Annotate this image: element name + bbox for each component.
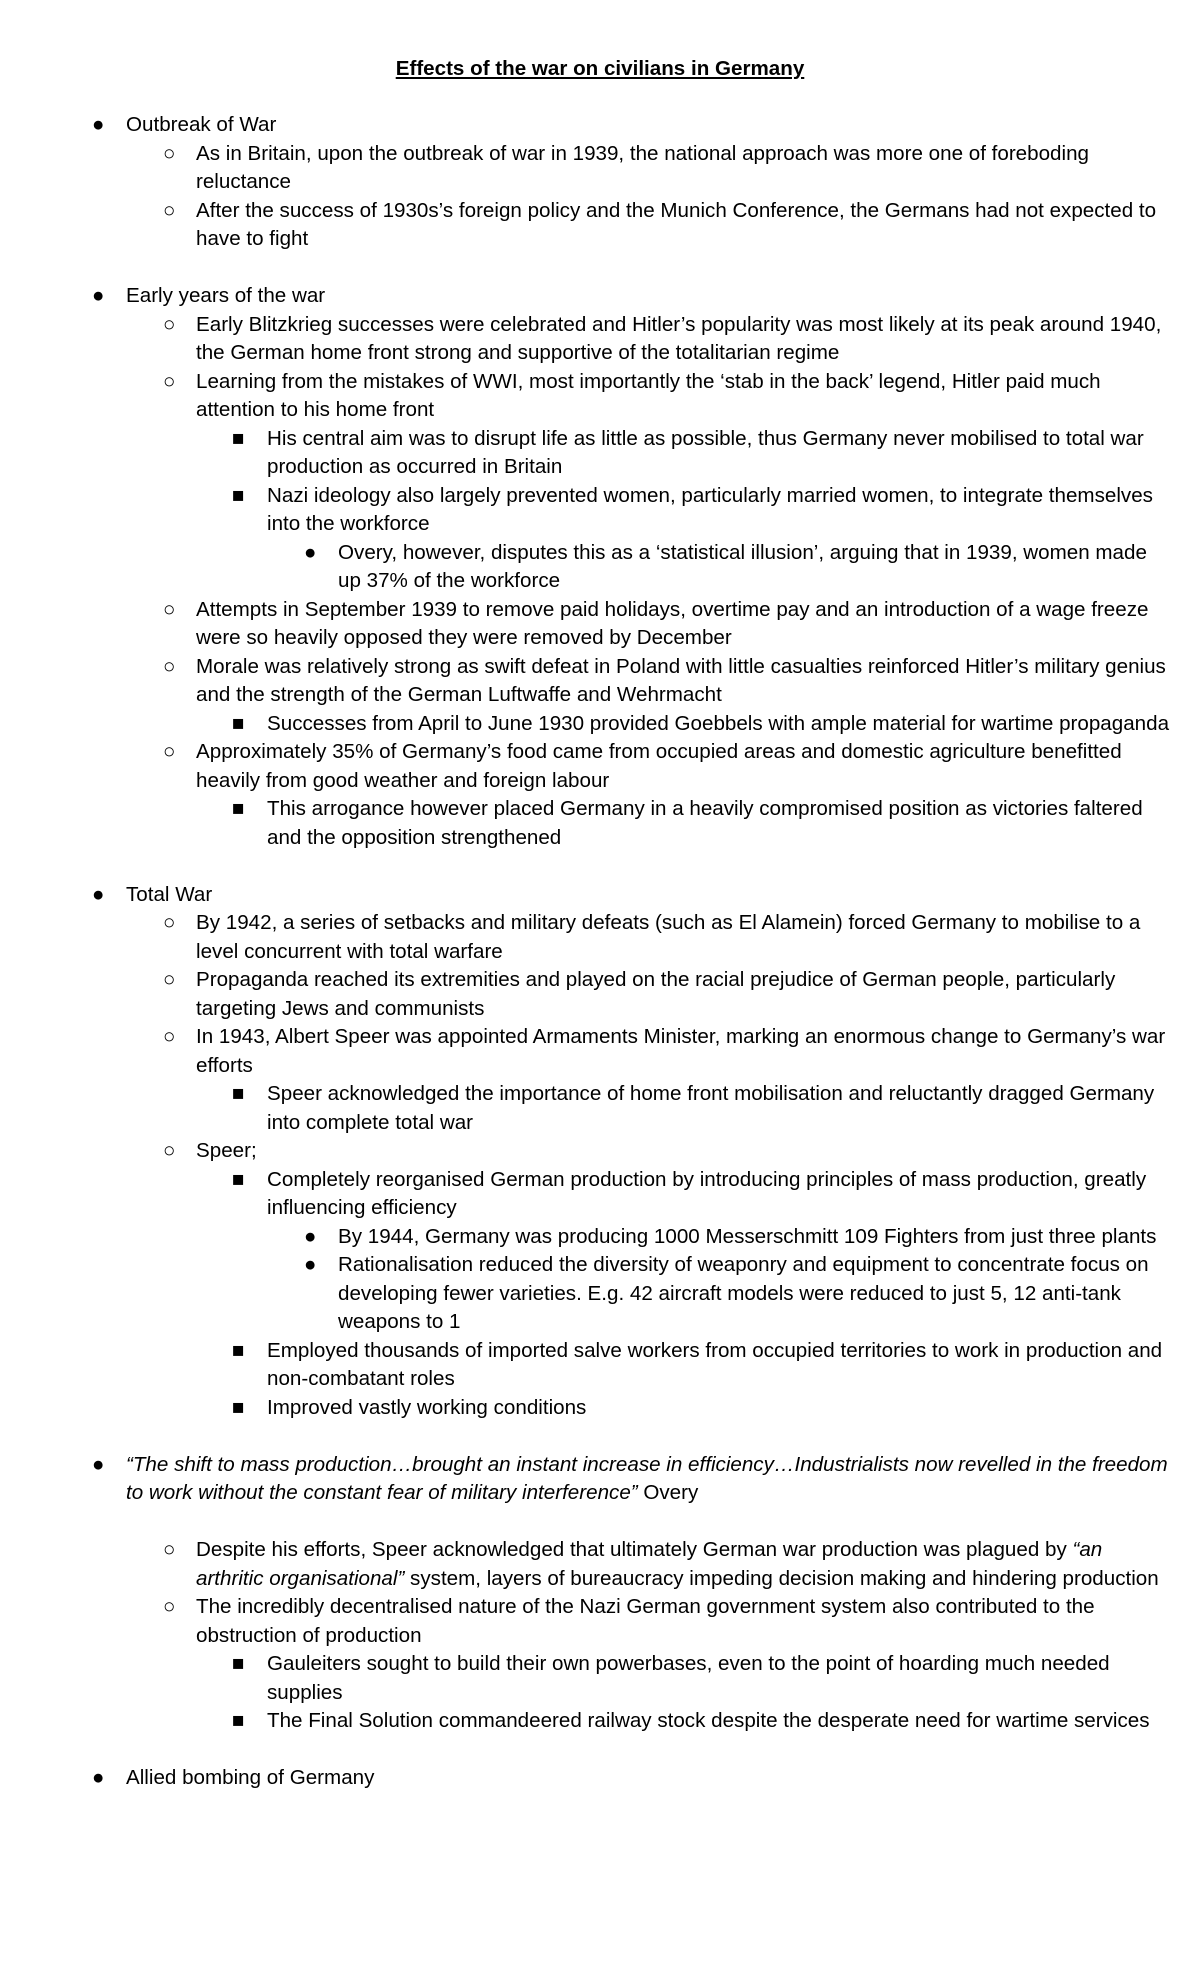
list-item: ○ Propaganda reached its extremities and played on the racial prejudice of German people, particularly targeting Jews and communists (163, 968, 1116, 1020)
list-item: ○ Morale was relatively strong as swift defeat in Poland with little casualties reinforced Hitler’s military genius and the strength of the German Luftwaffe and Wehrmacht (163, 654, 1166, 706)
bullet-circle-icon: ○ (163, 1139, 176, 1162)
section-outbreak (0, 111, 1200, 140)
list-item: ■ Nazi ideology also largely prevented women, particularly married women, to integrate themselves into the workforce (232, 483, 1153, 535)
bullet-square-icon: ■ (232, 1395, 245, 1419)
bullet-square-icon: ■ (232, 711, 245, 735)
section-heading: Early years of the war (126, 284, 326, 307)
list-item: ■ Completely reorganised German production by introducing principles of mass production, greatly influencing efficiency (232, 1167, 1147, 1219)
bullet-dot-icon: ● (304, 1253, 317, 1276)
bullet-square-icon: ■ (232, 1652, 245, 1675)
bullet-circle-icon: ○ (163, 1538, 176, 1561)
bullet-square-icon: ■ (232, 1338, 245, 1362)
section-heading: Allied bombing of Germany (126, 1766, 375, 1789)
list-item: ■ This arrogance however placed Germany in a heavily compromised position as victories faltered and the opposition strengthened (232, 797, 1143, 849)
notes-body (0, 111, 1200, 1793)
list-item: ○ After the success of 1930s’s foreign policy and the Munich Conference, the Germans had not expected to have to fight (163, 198, 1157, 250)
list-item: ■ His central aim was to disrupt life as little as possible, thus Germany never mobilised to total war production as occurred in Britain (232, 426, 1144, 478)
list-item: ● By 1944, Germany was producing 1000 Messerschmitt 109 Fighters from just three plants (0, 1223, 1200, 1252)
bullet-circle-icon: ○ (163, 740, 176, 763)
bullet-dot-icon: ● (92, 1452, 105, 1476)
bullet-circle-icon: ○ (163, 654, 176, 678)
list-item: ■ Successes from April to June 1930 provided Goebbels with ample material for wartime propaganda (0, 710, 1200, 739)
list-item: ○ As in Britain, upon the outbreak of war in 1939, the national approach was more one of foreboding reluctance (163, 141, 1089, 193)
bullet-dot-icon: ● (304, 1224, 317, 1248)
list-item: ■ The Final Solution commandeered railway stock despite the desperate need for wartime services (0, 1707, 1200, 1736)
section-total-war (0, 881, 1200, 910)
list-item: ○ By 1942, a series of setbacks and military defeats (such as El Alamein) forced Germany to mobilise to a level concurrent with total warfare (163, 911, 1141, 963)
section-heading: Outbreak of War (126, 113, 277, 136)
list-item: ■ Speer acknowledged the importance of home front mobilisation and reluctantly dragged Germany into complete total war (232, 1082, 1155, 1134)
list-item: ● Rationalisation reduced the diversity of weaponry and equipment to concentrate focus on developing fewer varieties. E.g. 42 aircraft models were reduced to just 5, 12 anti-tank weapons to 1 (304, 1253, 1149, 1333)
section-early-years (0, 282, 1200, 311)
bullet-square-icon: ■ (232, 1709, 245, 1732)
bullet-square-icon: ■ (232, 426, 245, 450)
list-item: ● Overy, however, disputes this as a ‘statistical illusion’, arguing that in 1939, women made up 37% of the workforce (304, 540, 1147, 592)
quote-text: “The shift to mass production…brought an instant increase in efficiency…Industrialists now revelled in the freedom to work without the constant fear of military interference” (126, 1452, 1168, 1504)
list-item: ■ Improved vastly working conditions (0, 1394, 1200, 1423)
bullet-circle-icon: ○ (163, 198, 176, 222)
list-item: ○ Approximately 35% of Germany’s food came from occupied areas and domestic agriculture benefitted heavily from good weather and foreign labour (163, 740, 1122, 792)
section-heading: Total War (126, 882, 213, 906)
section-overy-quote (0, 1451, 1200, 1508)
bullet-dot-icon: ● (92, 882, 105, 906)
bullet-circle-icon: ○ (163, 312, 176, 336)
list-item: ○ Attempts in September 1939 to remove paid holidays, overtime pay and an introduction of a wage freeze were so heavily opposed they were removed by December (163, 597, 1149, 649)
bullet-square-icon: ■ (232, 483, 245, 507)
list-item: ○ Speer; (0, 1137, 1200, 1166)
list-item: ■ Gauleiters sought to build their own powerbases, even to the point of hoarding much needed supplies (232, 1652, 1110, 1704)
bullet-dot-icon: ● (92, 1766, 105, 1789)
bullet-dot-icon: ● (92, 113, 105, 136)
inline-quote: “an arthritic organisational” (196, 1538, 1103, 1590)
list-item: ○ Learning from the mistakes of WWI, most importantly the ‘stab in the back’ legend, Hitler paid much attention to his home front (163, 369, 1101, 421)
bullet-circle-icon: ○ (163, 1025, 176, 1048)
list-item: ○ Despite his efforts, Speer acknowledged that ultimately German war production was plagued by “an arthritic organisational” system, layers of bureaucracy impeding decision making and hindering production (163, 1538, 1159, 1590)
section-allied-bombing (0, 1764, 1200, 1793)
list-item: ○ The incredibly decentralised nature of the Nazi German government system also contributed to the obstruction of production (163, 1595, 1095, 1647)
list-item: ○ In 1943, Albert Speer was appointed Armaments Minister, marking an enormous change to Germany’s war efforts (163, 1025, 1166, 1077)
bullet-dot-icon: ● (92, 284, 105, 307)
bullet-circle-icon: ○ (163, 1595, 176, 1618)
bullet-circle-icon: ○ (163, 597, 176, 621)
list-item: ■ Employed thousands of imported salve workers from occupied territories to work in production and non-combatant roles (232, 1338, 1163, 1390)
bullet-square-icon: ■ (232, 1167, 245, 1191)
bullet-circle-icon: ○ (163, 968, 176, 991)
list-item: ○ Early Blitzkrieg successes were celebrated and Hitler’s popularity was most likely at its peak around 1940, the German home front strong and supportive of the totalitarian regime (163, 312, 1162, 364)
bullet-square-icon: ■ (232, 1082, 245, 1105)
bullet-circle-icon: ○ (163, 369, 176, 393)
bullet-circle-icon: ○ (163, 911, 176, 934)
quote-author: Overy (637, 1481, 699, 1504)
document-title: Effects of the war on civilians in Germany (395, 57, 805, 80)
bullet-circle-icon: ○ (163, 141, 176, 165)
bullet-square-icon: ■ (232, 797, 245, 820)
bullet-dot-icon: ● (304, 540, 317, 564)
